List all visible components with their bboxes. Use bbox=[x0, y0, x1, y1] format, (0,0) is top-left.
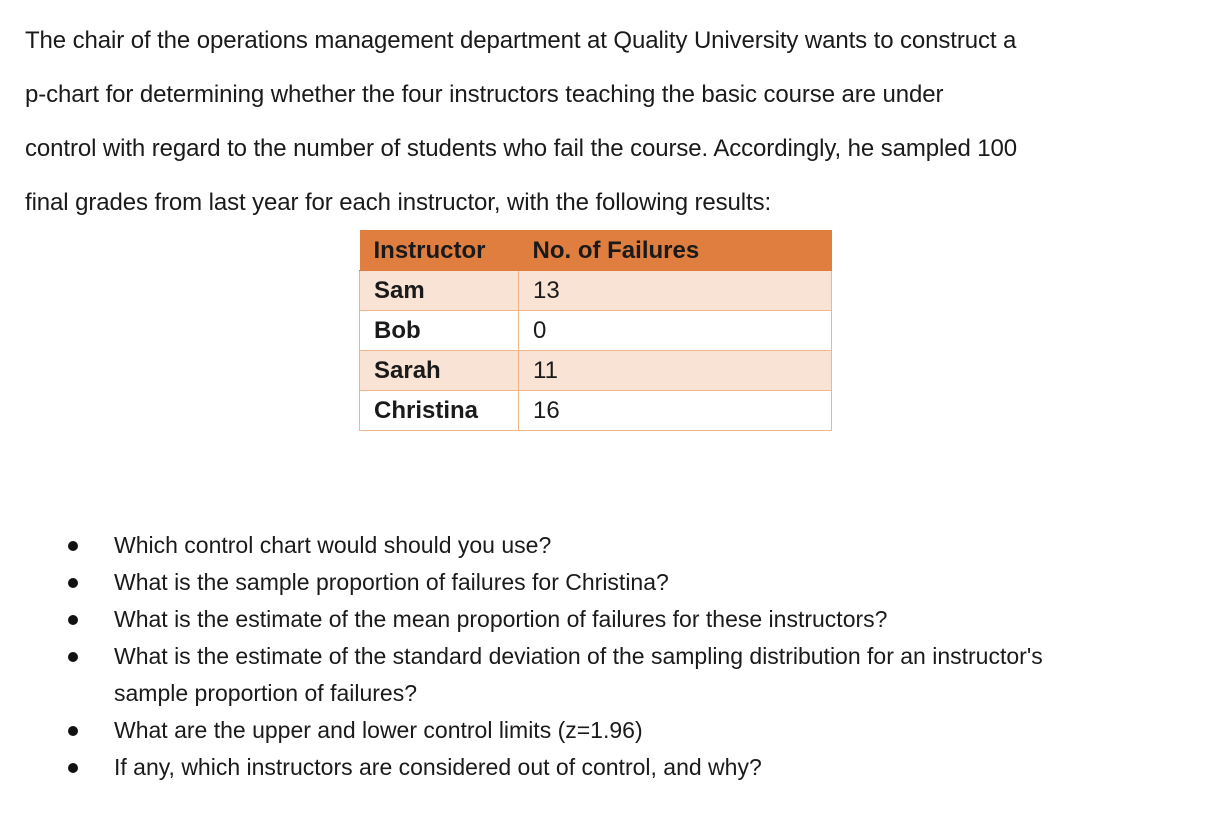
table-row bbox=[360, 391, 832, 431]
list-item bbox=[0, 749, 1114, 786]
failure-count: 16 bbox=[519, 391, 832, 431]
problem-statement-line: The chair of the operations management department at Quality University wants to construct a bbox=[25, 27, 1017, 54]
failure-count: 11 bbox=[519, 351, 832, 391]
table-row bbox=[360, 311, 832, 351]
list-item bbox=[0, 638, 1114, 712]
problem-statement-line: control with regard to the number of students who fail the course. Accordingly, he sampled 100 bbox=[25, 135, 1018, 162]
question-text: If any, which instructors are considered out of control, and why? bbox=[114, 754, 762, 780]
bullet-icon bbox=[68, 726, 78, 736]
list-item bbox=[0, 712, 1114, 749]
question-text: Which control chart would should you use? bbox=[114, 532, 552, 558]
problem-statement bbox=[25, 14, 1195, 230]
problem-statement-line: p-chart for determining whether the four instructors teaching the basic course are under bbox=[25, 81, 944, 108]
instructor-name: Bob bbox=[360, 311, 519, 351]
table-header-row bbox=[360, 231, 832, 271]
instructor-name: Sarah bbox=[360, 351, 519, 391]
table-row bbox=[360, 271, 832, 311]
failure-count: 13 bbox=[519, 271, 832, 311]
bullet-icon bbox=[68, 615, 78, 625]
instructor-name: Sam bbox=[360, 271, 519, 311]
list-item bbox=[0, 527, 1114, 564]
column-header-instructor: Instructor bbox=[360, 231, 519, 271]
question-text: What is the estimate of the standard deviation of the sampling distribution for an instructor's sample proportion of failures? bbox=[114, 643, 1043, 706]
list-item bbox=[0, 564, 1114, 601]
bullet-icon bbox=[68, 541, 78, 551]
question-text: What are the upper and lower control limits (z=1.96) bbox=[114, 717, 643, 743]
failure-count: 0 bbox=[519, 311, 832, 351]
column-header-failures: No. of Failures bbox=[519, 231, 832, 271]
question-list bbox=[0, 527, 1114, 786]
instructor-name: Christina bbox=[360, 391, 519, 431]
bullet-icon bbox=[68, 763, 78, 773]
problem-statement-line: final grades from last year for each instructor, with the following results: bbox=[25, 189, 772, 216]
bullet-icon bbox=[68, 652, 78, 662]
table-row bbox=[360, 351, 832, 391]
list-item bbox=[0, 601, 1114, 638]
question-text: What is the sample proportion of failures for Christina? bbox=[114, 569, 669, 595]
failures-table bbox=[359, 230, 832, 431]
question-text: What is the estimate of the mean proportion of failures for these instructors? bbox=[114, 606, 888, 632]
bullet-icon bbox=[68, 578, 78, 588]
